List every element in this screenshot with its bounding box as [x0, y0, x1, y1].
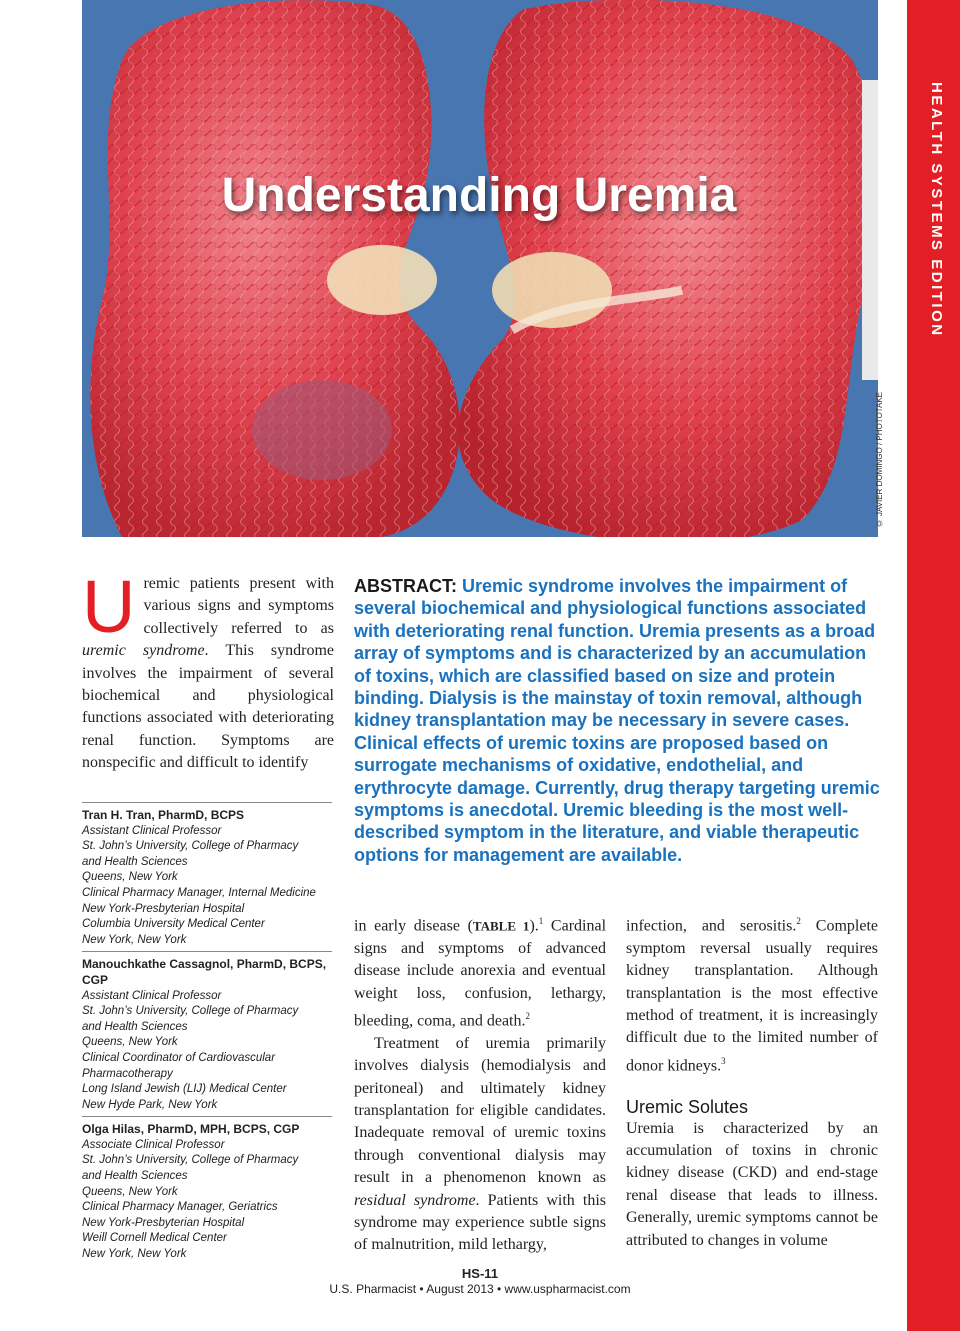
table-reference: TABLE 1 [472, 918, 530, 934]
hero-image [82, 0, 878, 537]
body-paragraph [354, 1033, 606, 1257]
author-affiliation: Clinical Coordinator of Cardiovascular [82, 1051, 276, 1064]
intro-text: remic patients present with various signs and symptoms collectively referred to as [143, 575, 334, 637]
author-affiliation: New Hyde Park, New York [82, 1098, 218, 1111]
author-entry [82, 802, 332, 948]
author-affiliation: Clinical Pharmacy Manager, Geriatrics [82, 1201, 278, 1214]
page-number: HS-11 [461, 1266, 499, 1281]
section-heading: Uremic Solutes [626, 1096, 749, 1117]
author-entry [82, 951, 332, 1113]
body-term: residual syndrome [354, 1191, 476, 1209]
body-column-3 [626, 910, 878, 1252]
page-footer [82, 1266, 878, 1296]
body-text: Treatment of uremia primarily involves dialysis (hemodialysis and peritoneal) and ultimately kidney transplantation for eligible candidates. Inadequate removal of uremic toxins through conventional dialysis may result in a phenomenon known as [354, 1034, 606, 1187]
abstract-text: Uremic syndrome involves the impairment of several biochemical and physiological functions associated with deteriorating renal function. Uremia presents as a broad array of symptoms and is characterized by an accumulation of toxins, which are classified based on size and protein binding. Dialysis is the mainstay of toxin removal, although kidney transplantation may be necessary in severe cases. Clinical effects of uremic toxins are proposed based on surrogate mechanisms of oxidative, endothelial, and erythrocyte damage. Currently, drug therapy targeting uremic symptoms is anecdotal. Uremic bleeding is the most well-described symptom in the literature, and viable therapeutic options for management are available. [354, 576, 880, 865]
author-entry [82, 1116, 332, 1262]
author-affiliation: and Health Sciences [82, 1020, 188, 1033]
body-text: Complete symptom reversal usually requires kidney transplantation. Although transplantation is the most effective method of treatment, it is increasingly difficult due to the limited number of donor kidneys. [626, 917, 878, 1075]
kidney-illustration [82, 0, 878, 537]
citation: 3 [721, 1055, 726, 1066]
drop-cap: U [82, 565, 136, 648]
author-affiliation: Queens, New York [82, 1185, 178, 1198]
author-affiliation: Clinical Pharmacy Manager, Internal Medicine [82, 886, 316, 899]
intro-text-cont: . This syndrome involves the impairment of several biochemical and physiological functions associated with deteriorating renal function. Symptoms are nonspecific and difficult to identify [82, 642, 334, 772]
article-title: Understanding Uremia [221, 169, 737, 222]
citation: 2 [796, 916, 801, 926]
body-column-2 [354, 910, 606, 1257]
author-affiliation: Queens, New York [82, 1036, 178, 1049]
intro-term: uremic syndrome [82, 642, 205, 660]
body-text: Cardinal signs and symptoms of advanced disease include anorexia and eventual weight loss, confusion, lethargy, bleeding, coma, and death. [354, 917, 607, 1030]
abstract [354, 575, 884, 866]
author-list [82, 802, 332, 1266]
abstract-label: ABSTRACT: [354, 576, 457, 596]
author-affiliation: St. John’s University, College of Pharmacy [82, 1154, 299, 1167]
author-name: Tran H. Tran, PharmD, BCPS [82, 808, 245, 822]
author-affiliation: St. John’s University, College of Pharmacy [82, 840, 299, 853]
citation: 2 [525, 1010, 530, 1021]
author-affiliation: Long Island Jewish (LIJ) Medical Center [82, 1083, 287, 1096]
edition-label: HEALTH SYSTEMS EDITION [928, 82, 945, 338]
citation: 1 [538, 916, 544, 926]
author-affiliation: Columbia University Medical Center [82, 918, 265, 931]
author-affiliation: Weill Cornell Medical Center [82, 1232, 227, 1245]
author-affiliation: St. John’s University, College of Pharmacy [82, 1005, 299, 1018]
author-affiliation: New York-Presbyterian Hospital [82, 1216, 245, 1229]
author-affiliation: and Health Sciences [82, 1170, 188, 1183]
body-text: . Patients with this syndrome may experience subtle signs of malnutrition, mild lethargy, [354, 1191, 606, 1254]
author-affiliation: Assistant Clinical Professor [82, 989, 222, 1002]
author-name: Manouchkathe Cassagnol, PharmD, BCPS, CGP [82, 957, 327, 987]
photo-credit: © JAVIER DOMINGO / PHOTOTAKE [875, 392, 884, 528]
publication-line: U.S. Pharmacist • August 2013 • www.uspharmacist.com [329, 1282, 631, 1296]
body-text: ). [529, 917, 539, 935]
author-affiliation: Assistant Clinical Professor [82, 824, 222, 837]
author-name: Olga Hilas, PharmD, MPH, BCPS, CGP [82, 1122, 300, 1137]
body-paragraph [354, 910, 606, 1033]
body-text: in early disease ( [354, 917, 473, 935]
intro-paragraph [82, 565, 334, 775]
body-paragraph [626, 910, 878, 1078]
author-affiliation: New York, New York [82, 1248, 187, 1261]
author-affiliation: Associate Clinical Professor [82, 1138, 225, 1151]
author-affiliation: New York, New York [82, 933, 187, 946]
body-paragraph: Uremia is characterized by an accumulation of toxins in chronic kidney disease (CKD) and end-stage renal disease that leads to illness. Generally, uremic symptoms cannot be attributed to changes in volume [626, 1119, 878, 1249]
author-affiliation: New York-Presbyterian Hospital [82, 902, 245, 915]
body-text: infection, and serositis. [626, 917, 797, 935]
author-affiliation: Queens, New York [82, 871, 178, 884]
author-affiliation: and Health Sciences [82, 855, 188, 868]
author-affiliation: Pharmacotherapy [82, 1067, 173, 1080]
